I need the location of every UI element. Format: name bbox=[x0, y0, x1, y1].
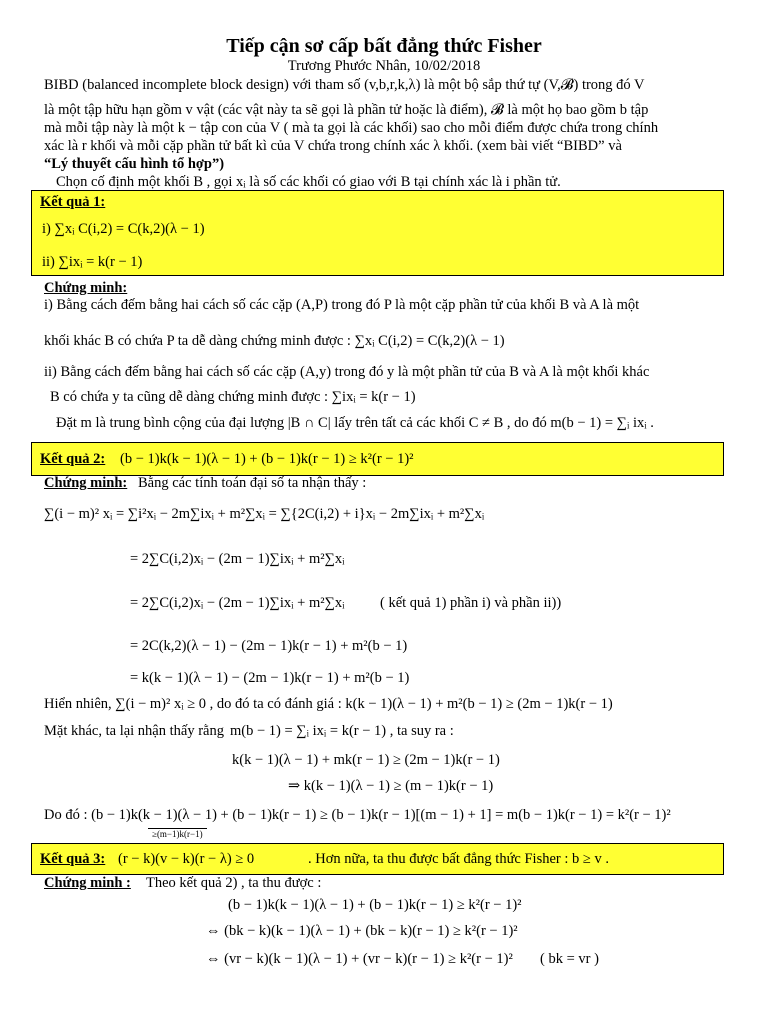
intro-line-1: BIBD (balanced incomplete block design) với tham số (v,b,r,k,λ) là một bộ sắp thứ tự (V,𝓑) trong đó V bbox=[44, 77, 645, 93]
result-3-text: . Hơn nữa, ta thu được bất đẳng thức Fisher : b ≥ v . bbox=[308, 851, 609, 867]
proof-2-eq-3: = 2∑C(i,2)xᵢ − (2m − 1)∑ixᵢ + m²∑xᵢ bbox=[130, 595, 345, 611]
proof-3-f2: ⇔ (bk − k)(k − 1)(λ − 1) + (bk − k)(r − 1) ≥ k²(r − 1)² bbox=[206, 923, 518, 939]
proof-2-h1: Hiển nhiên, ∑(i − m)² xᵢ ≥ 0 , do đó ta có đánh giá : k(k − 1)(λ − 1) + m²(b − 1) ≥ (2m − 1)k(r − 1) bbox=[44, 696, 613, 712]
proof-1-b2: B có chứa y ta cũng dễ dàng chứng minh được : ∑ixᵢ = k(r − 1) bbox=[50, 389, 416, 405]
proof-2-eq-5: = k(k − 1)(λ − 1) − (2m − 1)k(r − 1) + m²(b − 1) bbox=[130, 670, 410, 686]
result-3-box bbox=[31, 843, 724, 875]
page-title: Tiếp cận sơ cấp bất đẳng thức Fisher bbox=[226, 35, 542, 57]
proof-3-heading: Chứng minh : bbox=[44, 875, 131, 891]
proof-1-heading: Chứng minh: bbox=[44, 280, 128, 296]
proof-1-c1: Đặt m là trung bình cộng của đại lượng |B ∩ C| lấy trên tất cả các khối C ≠ B , do đó m(b − 1) = ∑ᵢ ixᵢ . bbox=[56, 415, 654, 431]
result-3-heading: Kết quả 3: bbox=[40, 851, 106, 867]
byline: Trương Phước Nhân, 10/02/2018 bbox=[287, 58, 481, 74]
proof-3-f3: ⇔ (vr − k)(k − 1)(λ − 1) + (vr − k)(r − 1) ≥ k²(r − 1)² bbox=[206, 951, 513, 967]
proof-2-brace-note: ≥(m−1)k(r−1) bbox=[148, 828, 207, 839]
proof-2-eq-1: ∑(i − m)² xᵢ = ∑i²xᵢ − 2m∑ixᵢ + m²∑xᵢ = ∑{2C(i,2) + i}xᵢ − 2m∑ixᵢ + m²∑xᵢ bbox=[44, 506, 485, 522]
result-2-heading: Kết quả 2: bbox=[40, 451, 106, 467]
result-2-formula: (b − 1)k(k − 1)(λ − 1) + (b − 1)k(r − 1) ≥ k²(r − 1)² bbox=[120, 451, 414, 467]
intro-line-6: Chọn cố định một khối B , gọi xᵢ là số các khối có giao với B tại chính xác là i phần tử. bbox=[56, 174, 561, 190]
intro-line-4: xác là r khối và mỗi cặp phần tử bất kì của V chứa trong chính xác λ khối. (xem bài viết “BIBD” và bbox=[44, 138, 622, 154]
proof-3-f1: (b − 1)k(k − 1)(λ − 1) + (b − 1)k(r − 1) ≥ k²(r − 1)² bbox=[228, 897, 522, 913]
proof-2-eq-3-note: ( kết quả 1) phần i) và phần ii)) bbox=[380, 595, 562, 611]
proof-2-lead: Bằng các tính toán đại số ta nhận thấy : bbox=[138, 475, 367, 491]
intro-line-2: là một tập hữu hạn gồm v vật (các vật này ta sẽ gọi là phần tử hoặc là điểm), 𝓑 là một họ bao gồm b tập bbox=[44, 102, 649, 118]
proof-2-heading: Chứng minh: bbox=[44, 475, 128, 491]
proof-1-a2: khối khác B có chứa P ta dễ dàng chứng minh được : ∑xᵢ C(i,2) = C(k,2)(λ − 1) bbox=[44, 333, 505, 349]
proof-2-h3: k(k − 1)(λ − 1) + mk(r − 1) ≥ (2m − 1)k(r − 1) bbox=[232, 752, 500, 768]
result-1-box bbox=[31, 190, 724, 276]
proof-2-eq-4: = 2C(k,2)(λ − 1) − (2m − 1)k(r − 1) + m²(b − 1) bbox=[130, 638, 408, 654]
proof-3-f3-note: ( bk = vr ) bbox=[540, 951, 599, 967]
intro-line-5: “Lý thuyết cấu hình tổ hợp”) bbox=[44, 156, 225, 172]
proof-1-b1: ii) Bằng cách đếm bằng hai cách số các cặp (A,y) trong đó y là một phần tử của B và A là một khối khác bbox=[44, 364, 650, 380]
proof-1-a1: i) Bằng cách đếm bằng hai cách số các cặp (A,P) trong đó P là một cặp phần tử của khối B và A là một bbox=[44, 297, 640, 313]
result-1-part-ii: ii) ∑ixᵢ = k(r − 1) bbox=[42, 254, 143, 270]
proof-2-h2b: m(b − 1) = ∑ᵢ ixᵢ = k(r − 1) , ta suy ra : bbox=[230, 723, 454, 739]
result-2-box bbox=[31, 442, 724, 476]
proof-2-d1: Do đó : (b − 1)k(k − 1)(λ − 1) + (b − 1)k(r − 1) ≥ (b − 1)k(r − 1)[(m − 1) + 1] = m(b − 1)k(r − 1) = k²(r − 1)² bbox=[44, 807, 671, 823]
result-3-formula: (r − k)(v − k)(r − λ) ≥ 0 bbox=[118, 851, 255, 867]
proof-2-h4: ⇒ k(k − 1)(λ − 1) ≥ (m − 1)k(r − 1) bbox=[288, 778, 494, 794]
result-1-heading: Kết quả 1: bbox=[40, 194, 106, 210]
result-1-part-i: i) ∑xᵢ C(i,2) = C(k,2)(λ − 1) bbox=[42, 221, 205, 237]
proof-2-eq-2: = 2∑C(i,2)xᵢ − (2m − 1)∑ixᵢ + m²∑xᵢ bbox=[130, 551, 345, 567]
proof-2-h2a: Mặt khác, ta lại nhận thấy rằng bbox=[44, 723, 224, 739]
proof-3-lead: Theo kết quả 2) , ta thu được : bbox=[146, 875, 322, 891]
intro-line-3: mà mỗi tập này là một k − tập con của V ( mà ta gọi là các khối) sao cho mỗi điểm được chứa trong chính bbox=[44, 120, 659, 136]
